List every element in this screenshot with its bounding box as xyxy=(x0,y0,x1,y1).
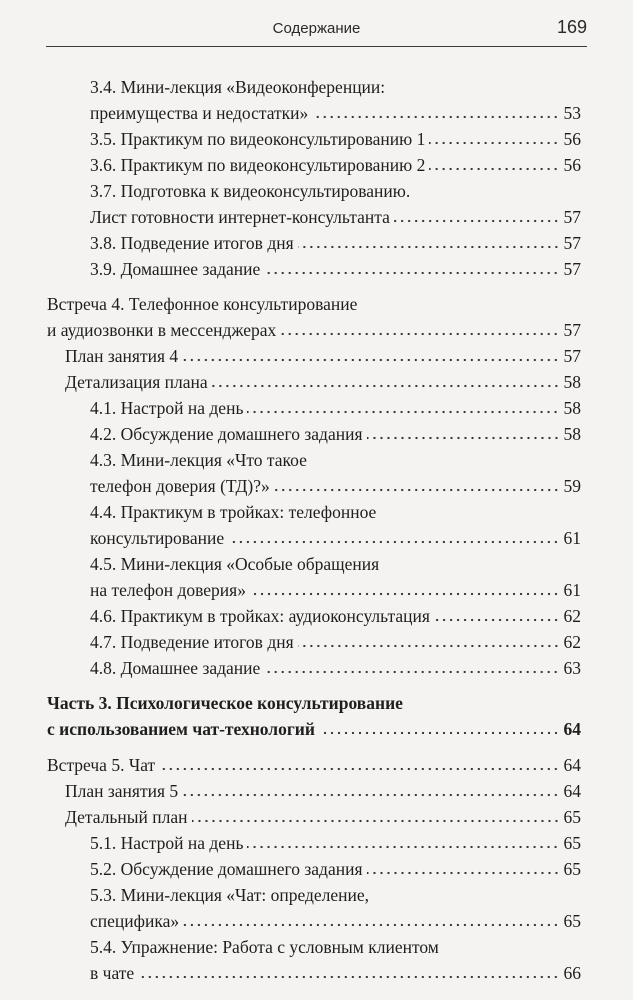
toc-entry-title: 3.9. Домашнее задание xyxy=(90,259,261,279)
toc-entry-title: консультирование xyxy=(90,528,225,548)
toc-entry-title: Детальный план xyxy=(65,807,188,827)
toc-entry-title: 5.4. Упражнение: Работа с условным клиентом xyxy=(90,937,439,957)
toc-entry-page: 58 xyxy=(563,398,581,418)
dot-leader xyxy=(367,870,560,876)
toc-entry-page: 57 xyxy=(563,207,581,227)
toc-entry-title: 5.2. Обсуждение домашнего задания xyxy=(90,859,363,879)
toc-entry xyxy=(90,150,581,176)
toc-entry-title: 4.8. Домашнее задание xyxy=(90,658,261,678)
toc-entry xyxy=(90,549,379,575)
toc-entry-page: 65 xyxy=(563,859,581,879)
dot-leader xyxy=(274,487,560,493)
dot-leader xyxy=(250,591,560,597)
toc-entry xyxy=(65,776,581,802)
toc-entry-page: 57 xyxy=(563,346,581,366)
toc-entry xyxy=(90,932,439,958)
dot-leader xyxy=(429,140,559,146)
toc-entry xyxy=(65,341,581,367)
toc-entry-page: 65 xyxy=(563,833,581,853)
dot-leader xyxy=(212,383,560,389)
toc-entry xyxy=(90,575,581,601)
dot-leader xyxy=(182,792,559,798)
toc-entry-title: Часть 3. Психологическое консультирование xyxy=(47,693,403,713)
toc-entry-page: 62 xyxy=(563,632,581,652)
toc-entry-title: с использованием чат-технологий xyxy=(47,719,315,739)
toc-entry-title: Лист готовности интернет-консультанта xyxy=(90,207,390,227)
toc-entry-page: 65 xyxy=(563,807,581,827)
toc-entry-page: 61 xyxy=(563,528,581,548)
toc-entry xyxy=(90,202,581,228)
toc-entry xyxy=(90,906,581,932)
toc-entry xyxy=(90,419,581,445)
toc-entry-page: 53 xyxy=(563,103,581,123)
toc-entry xyxy=(90,72,385,98)
toc-entry xyxy=(90,254,581,280)
toc-entry-title: 4.1. Настрой на день xyxy=(90,398,244,418)
dot-leader xyxy=(280,331,559,337)
dot-leader xyxy=(247,409,559,415)
toc-entry-title: и аудиозвонки в мессенджерах xyxy=(47,320,277,340)
dot-leader xyxy=(247,844,559,850)
toc-entry-page: 62 xyxy=(563,606,581,626)
dot-leader xyxy=(429,166,559,172)
toc-entry xyxy=(47,688,403,714)
toc-entry-page: 61 xyxy=(563,580,581,600)
dot-leader xyxy=(138,974,559,980)
toc-entry xyxy=(47,315,581,341)
toc-entry-title: телефон доверия (ТД)?» xyxy=(90,476,270,496)
toc-entry-title: 4.4. Практикум в тройках: телефонное xyxy=(90,502,377,522)
toc-entry-page: 56 xyxy=(563,129,581,149)
toc-entry xyxy=(90,828,581,854)
dot-leader xyxy=(159,766,559,772)
toc-entry-title: специфика» xyxy=(90,911,180,931)
toc-entry-page: 58 xyxy=(563,372,581,392)
toc-entry xyxy=(90,627,581,653)
toc-entry-title: преимущества и недостатки» xyxy=(90,103,309,123)
toc-entry xyxy=(90,124,581,150)
toc-entry-page: 57 xyxy=(563,320,581,340)
toc-entry xyxy=(90,497,376,523)
toc-entry-page: 57 xyxy=(563,259,581,279)
toc-entry-title: 4.6. Практикум в тройках: аудиоконсультация xyxy=(90,606,430,626)
toc-entry xyxy=(65,367,581,393)
toc-entry xyxy=(90,601,581,627)
toc-entry-title: Встреча 4. Телефонное консультирование xyxy=(47,294,358,314)
dot-leader xyxy=(434,617,560,623)
toc-entry-title: 4.7. Подведение итогов дня xyxy=(90,632,294,652)
toc-entry-page: 66 xyxy=(563,963,581,983)
dot-leader xyxy=(367,435,560,441)
dot-leader xyxy=(312,114,559,120)
toc-entry xyxy=(90,228,581,254)
toc-entry-title: 4.2. Обсуждение домашнего задания xyxy=(90,424,363,444)
toc-entry-title: 5.3. Мини-лекция «Чат: определение, xyxy=(90,885,370,905)
toc-entry-title: на телефон доверия» xyxy=(90,580,246,600)
toc-entry-title: Детализация плана xyxy=(65,372,208,392)
toc-entry-page: 64 xyxy=(563,719,581,739)
dot-leader xyxy=(183,922,559,928)
toc-entry xyxy=(90,98,581,124)
toc-entry-title: План занятия 4 xyxy=(65,346,179,366)
toc-entry-title: 5.1. Настрой на день xyxy=(90,833,244,853)
toc-entry-title: 4.5. Мини-лекция «Особые обращения xyxy=(90,554,380,574)
dot-leader xyxy=(228,539,559,545)
toc-entry-title: 3.5. Практикум по видеоконсультированию 1 xyxy=(90,129,426,149)
toc-entry-title: 3.4. Мини-лекция «Видеоконференции: xyxy=(90,77,386,97)
dot-leader xyxy=(182,357,559,363)
dot-leader xyxy=(298,244,560,250)
dot-leader xyxy=(319,730,560,736)
toc-entry-title: в чате xyxy=(90,963,135,983)
toc-entry-page: 57 xyxy=(563,233,581,253)
dot-leader xyxy=(298,643,560,649)
toc-entry-page: 64 xyxy=(563,755,581,775)
toc-entry xyxy=(90,653,581,679)
toc-entry-page: 59 xyxy=(563,476,581,496)
dot-leader xyxy=(264,669,559,675)
toc-entry-title: 3.8. Подведение итогов дня xyxy=(90,233,294,253)
toc-entry xyxy=(90,445,307,471)
toc-entry xyxy=(90,880,369,906)
toc-entry-page: 63 xyxy=(563,658,581,678)
toc-entry-page: 64 xyxy=(563,781,581,801)
dot-leader xyxy=(394,218,560,224)
toc-entry xyxy=(90,393,581,419)
toc-entry xyxy=(90,958,581,984)
toc-entry-page: 58 xyxy=(563,424,581,444)
toc-entry xyxy=(90,471,581,497)
toc-entry-title: Встреча 5. Чат xyxy=(47,755,156,775)
toc-entry-title: План занятия 5 xyxy=(65,781,179,801)
toc-entry-page: 65 xyxy=(563,911,581,931)
toc-entry xyxy=(47,289,357,315)
toc-entry xyxy=(90,176,410,202)
running-header-title: Содержание xyxy=(272,20,361,37)
toc-entry xyxy=(47,750,581,776)
toc-entry xyxy=(47,714,581,740)
page-number: 169 xyxy=(556,17,587,37)
toc-entry xyxy=(90,854,581,880)
dot-leader xyxy=(264,270,559,276)
toc-entry xyxy=(65,802,581,828)
toc-entry xyxy=(90,523,581,549)
dot-leader xyxy=(192,818,560,824)
toc-entry-title: 4.3. Мини-лекция «Что такое xyxy=(90,450,307,470)
toc-entry-page: 56 xyxy=(563,155,581,175)
toc-entry-title: 3.7. Подготовка к видеоконсультированию. xyxy=(90,181,411,201)
toc-entry-title: 3.6. Практикум по видеоконсультированию 2 xyxy=(90,155,426,175)
